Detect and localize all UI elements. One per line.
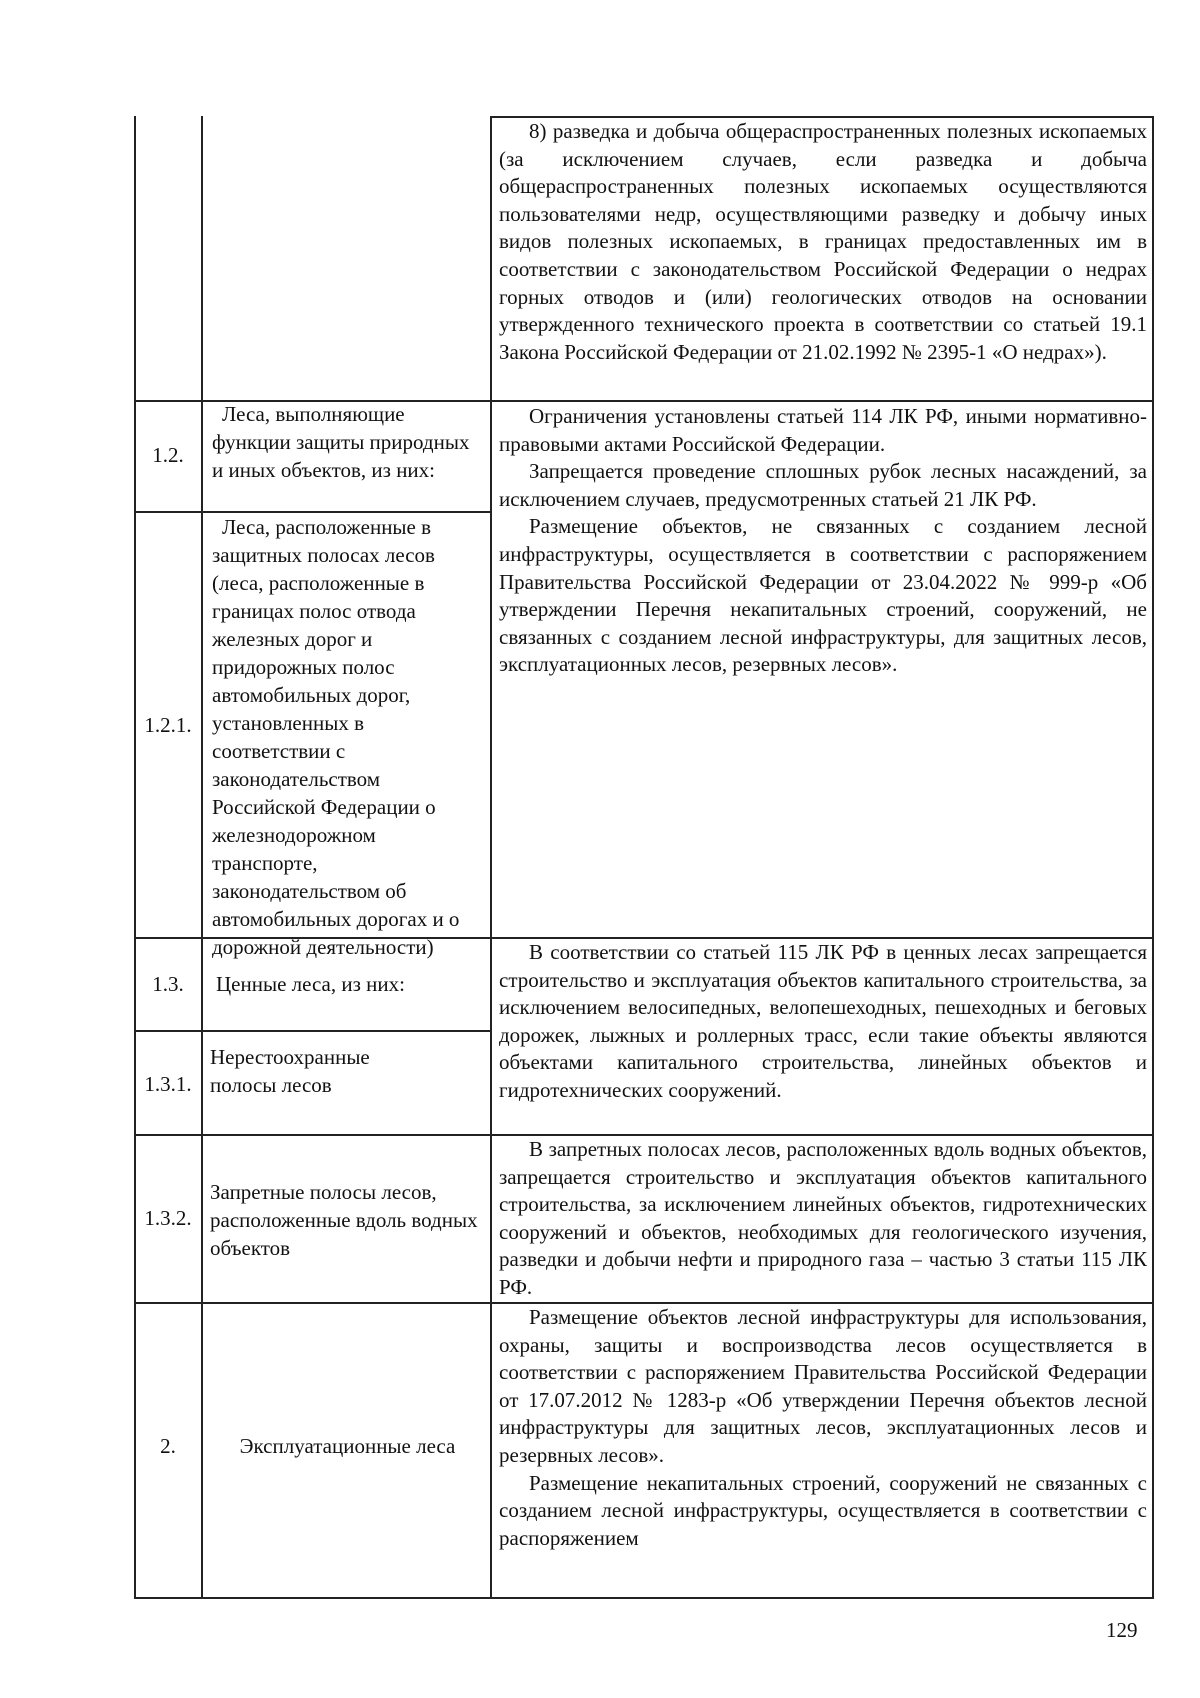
row-number: 1.3.1. — [144, 1072, 192, 1096]
content-block-2 — [499, 1304, 1147, 1552]
content-paragraph: 8) разведка и добыча общераспространенных полезных ископаемых (за исключением случаев, если разведка и добыча общераспространенных полезных ископаемых осуществляются пользователями недр, осуществляющими разведку и добычу иных видов полезных ископаемых, в границах предоставленных им в соответствии с законодательством Российской Федерации о недрах горных отводов и (или) геологических отводов на основании утвержденного технического проекта в соответствии со статьей 19.1 Закона Российской Федерации от 21.02.1992 № 2395-1 «О недрах»). — [499, 119, 1147, 364]
content-paragraph: В соответствии со статьей 115 ЛК РФ в ценных лесах запрещается строительство и эксплуатация объектов капитального строительства, за исключением велосипедных, велопешеходных, пешеходных и беговых дорожек, лыжных и роллерных трасс, если такие объекты являются объектами капитального строительства, линейных объектов и гидротехнических сооружений. — [499, 940, 1147, 1102]
table-border-bottom — [134, 1597, 1154, 1599]
content-paragraph: Запрещается проведение сплошных рубок лесных насаждений, за исключением случаев, предусмотренных статьей 21 ЛК РФ. — [499, 459, 1147, 511]
row-divider — [134, 1030, 492, 1032]
row-name: Леса, расположенные в защитных полосах лесов (леса, расположенные в границах полос отвода железных дорог и придорожных полос автомобильных дорог, установленных в соответствии с законодательством Российской Федерации о железнодорожном транспорте, законодательством об автомобильных дорогах и о дорожной деятельности) — [212, 515, 460, 959]
row-name: Запретные полосы лесов, расположенные вдоль водных объектов — [210, 1180, 478, 1260]
row-number: 1.3. — [152, 972, 184, 996]
content-paragraph: Размещение некапитальных строений, сооружений не связанных с созданием лесной инфраструктуры, осуществляется в соответствии с распоряжением — [499, 1470, 1147, 1550]
row-name: Леса, выполняющие функции защиты природных и иных объектов, из них: — [212, 402, 470, 482]
row-number: 1.3.2. — [144, 1206, 192, 1230]
row-name: Эксплуатационные леса — [239, 1434, 456, 1458]
content-block-1-3 — [499, 939, 1147, 1105]
row-number: 2. — [160, 1434, 176, 1458]
page-number: 129 — [1106, 1618, 1138, 1642]
content-paragraph: В запретных полосах лесов, расположенных вдоль водных объектов, запрещается строительство и эксплуатация объектов капитального строительства, за исключением линейных объектов, гидротехнических сооружений и объектов, необходимых для геологического изучения, разведки и добычи нефти и природного газа – частью 3 статьи 115 ЛК РФ. — [499, 1137, 1147, 1299]
content-block-1-3-2 — [499, 1136, 1147, 1302]
content-block-continuation — [499, 118, 1147, 366]
table-border-col1 — [201, 116, 203, 1599]
content-paragraph: Ограничения установлены статьей 114 ЛК РФ, иными нормативно-правовыми актами Российской Федерации. — [499, 404, 1147, 456]
row-name: Ценные леса, из них: — [216, 972, 405, 996]
content-paragraph: Размещение объектов, не связанных с созданием лесной инфраструктуры, осуществляется в соответствии с распоряжением Правительства Российской Федерации от 23.04.2022 № 999-р «Об утверждении Перечня некапитальных строений, сооружений, не связанных с созданием лесной инфраструктуры, для защитных лесов, эксплуатационных лесов, резервных лесов». — [499, 514, 1147, 677]
table-border-right — [1152, 116, 1154, 1599]
row-number: 1.2. — [152, 443, 184, 467]
row-number: 1.2.1. — [144, 713, 192, 737]
table-border-col2 — [490, 116, 492, 1599]
content-block-1-2 — [499, 403, 1147, 679]
table-border-left — [134, 116, 136, 1599]
row-name: Нерестоохранные полосы лесов — [210, 1045, 370, 1097]
content-paragraph: Размещение объектов лесной инфраструктуры для использования, охраны, защиты и воспроизводства лесов осуществляется в соответствии с распоряжением Правительства Российской Федерации от 17.07.2012 № 1283-р «Об утверждении Перечня объектов лесной инфраструктуры для защитных лесов, эксплуатационных лесов и резервных лесов». — [499, 1305, 1147, 1467]
